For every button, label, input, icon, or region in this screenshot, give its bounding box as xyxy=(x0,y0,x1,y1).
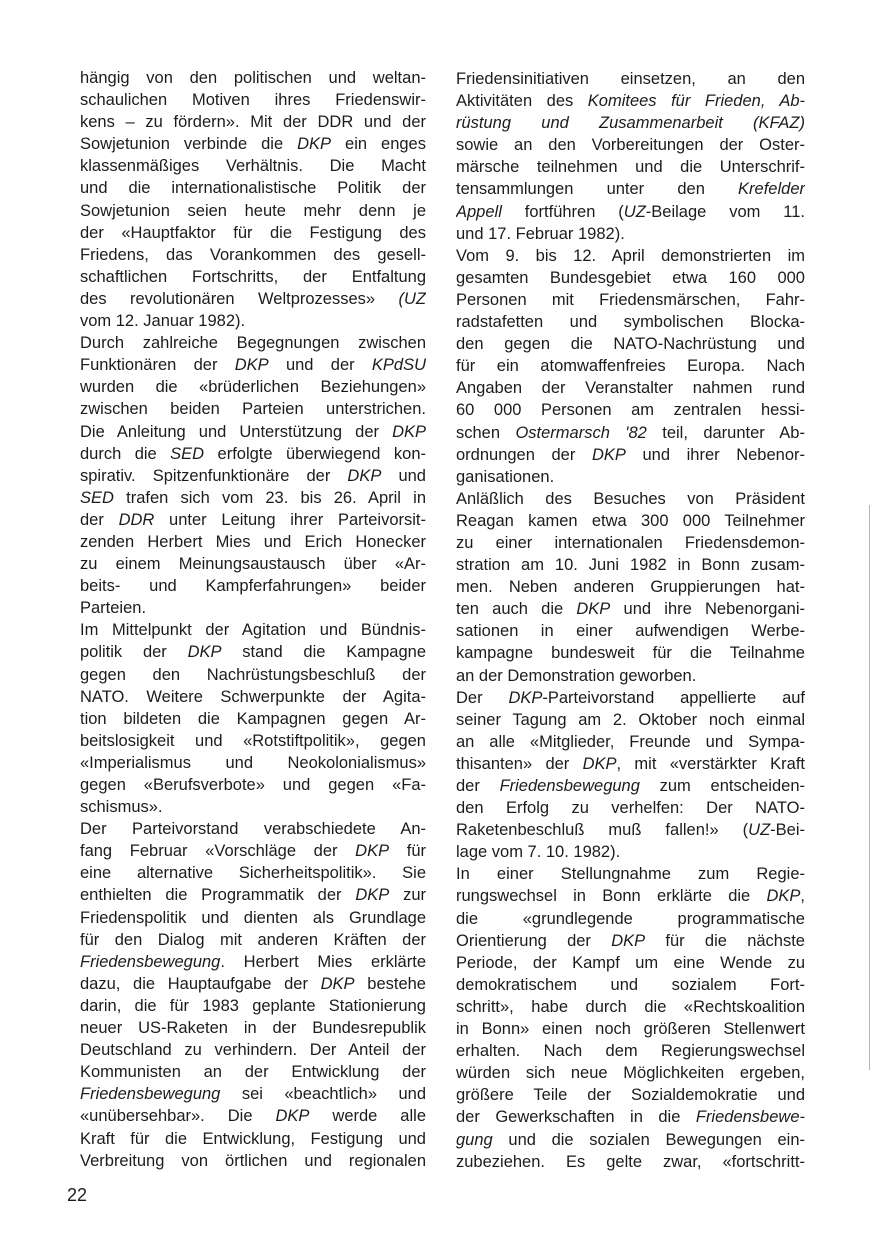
text-line xyxy=(80,398,426,420)
text-run: und xyxy=(381,466,426,485)
italic-text: DKP xyxy=(347,466,382,485)
text-run: Funktionären der xyxy=(80,356,235,375)
text-run: beits- und Kampferfahrungen» beider xyxy=(80,577,426,596)
text-line xyxy=(456,753,805,775)
text-line xyxy=(80,244,426,266)
text-line xyxy=(456,68,805,90)
text-line xyxy=(80,796,426,818)
text-line xyxy=(80,664,426,686)
paragraph xyxy=(456,245,805,488)
text-line xyxy=(80,443,426,465)
text-run: Deutschland zu verhindern. Der Anteil der xyxy=(80,1041,426,1060)
text-run: erfolgte überwiegend kon- xyxy=(204,444,426,463)
text-line xyxy=(456,665,805,687)
text-line xyxy=(456,156,805,178)
paragraph xyxy=(456,68,805,245)
text-line xyxy=(456,466,805,488)
text-run: 60 000 Personen am zentralen hessi- xyxy=(456,401,805,420)
text-run: NATO. Weitere Schwerpunkte der Agita- xyxy=(80,687,426,706)
text-run: Angaben der Veranstalter nahmen rund xyxy=(456,379,805,398)
text-line xyxy=(456,775,805,797)
text-line xyxy=(456,112,805,134)
text-run: zur xyxy=(389,886,426,905)
text-run: spirativ. Spitzenfunktionäre der xyxy=(80,466,348,485)
text-run: ganisationen. xyxy=(456,467,555,486)
text-line xyxy=(456,1018,805,1040)
text-line xyxy=(456,1062,805,1084)
paragraph xyxy=(80,67,426,332)
text-line xyxy=(80,840,426,862)
text-line xyxy=(456,863,805,885)
text-run: Kommunisten an der Entwicklung der xyxy=(80,1063,426,1082)
text-line xyxy=(456,377,805,399)
text-line xyxy=(80,177,426,199)
italic-text: Friedensbewe- xyxy=(695,1108,805,1127)
text-line xyxy=(456,797,805,819)
text-line xyxy=(80,862,426,884)
text-run: und 17. Februar 1982). xyxy=(456,224,625,243)
text-run: des revolutionären Weltprozesses» xyxy=(80,289,399,308)
text-run: trafen sich vom 23. bis 26. April in xyxy=(113,488,426,507)
text-line xyxy=(456,1151,805,1173)
text-line xyxy=(80,884,426,906)
text-run: Kraft für die Entwicklung, Festigung und xyxy=(80,1129,426,1148)
text-run: für den Dialog mit anderen Kräften der xyxy=(80,930,426,949)
text-run: an alle «Mitglieder, Freunde und Sympa- xyxy=(456,732,805,751)
text-run: Der xyxy=(456,688,509,707)
text-run: , mit «verstärkter Kraft xyxy=(616,754,805,773)
text-line xyxy=(80,531,426,553)
text-line xyxy=(456,289,805,311)
text-run: Verbreitung von örtlichen und regionalen xyxy=(80,1151,426,1170)
text-line xyxy=(80,1039,426,1061)
text-run: tion bildeten die Kampagnen gegen Ar- xyxy=(80,709,426,728)
text-run: der xyxy=(80,510,119,529)
text-run: ein enges xyxy=(331,135,426,154)
text-run: «Imperialismus und Neokolonialismus» xyxy=(80,753,426,772)
text-run: für xyxy=(389,842,426,861)
text-run: lage vom 7. 10. 1982). xyxy=(456,843,621,862)
text-run: tensammlungen unter den xyxy=(456,180,739,199)
text-line xyxy=(80,641,426,663)
paragraph xyxy=(80,619,426,818)
text-line xyxy=(80,465,426,487)
text-line xyxy=(80,222,426,244)
text-run: zum entscheiden- xyxy=(639,777,805,795)
paragraph xyxy=(80,818,426,1172)
text-line xyxy=(80,708,426,730)
text-line xyxy=(80,67,426,89)
text-run: die «grundlegende programmatische xyxy=(456,909,805,928)
text-line xyxy=(80,310,426,332)
text-line xyxy=(456,908,805,930)
text-line xyxy=(456,245,805,267)
text-run: dazu, die Hauptaufgabe der xyxy=(80,974,321,993)
text-line xyxy=(80,376,426,398)
text-run: und die sozialen Bewegungen ein- xyxy=(492,1130,805,1149)
text-run: schaftlichen Fortschritts, der Entfaltung xyxy=(80,267,426,286)
text-line xyxy=(80,111,426,133)
text-line xyxy=(456,510,805,532)
text-run: klassenmäßiges Verhältnis. Die Macht xyxy=(80,157,426,176)
text-run: stand die Kampagne xyxy=(221,643,426,662)
text-line xyxy=(80,1061,426,1083)
paragraph xyxy=(456,687,805,864)
text-run: , xyxy=(800,887,805,906)
text-run: für ein atomwaffenfreies Europa. Nach xyxy=(456,357,805,376)
text-run: gesamten Bundesgebiet etwa 160 000 xyxy=(456,268,805,287)
text-line xyxy=(80,929,426,951)
text-line xyxy=(80,907,426,929)
text-run: größere Teile der Sozialdemokratie und xyxy=(456,1086,805,1105)
text-line xyxy=(80,1128,426,1150)
text-line xyxy=(456,1040,805,1062)
text-run: Vom 9. bis 12. April demonstrierten im xyxy=(456,246,805,265)
text-run: der «Hauptfaktor für die Festigung des xyxy=(80,223,426,242)
paragraph xyxy=(80,332,426,619)
text-line xyxy=(80,1083,426,1105)
text-run: stration am 10. Juni 1982 in Bonn zusam- xyxy=(456,556,805,575)
text-line xyxy=(80,553,426,575)
text-run: schismus». xyxy=(80,798,163,817)
text-run: ten auch die xyxy=(456,600,577,619)
text-line xyxy=(456,952,805,974)
text-run: schen xyxy=(456,423,516,442)
italic-text: Friedensbewegung xyxy=(80,1085,221,1104)
text-run: werde alle xyxy=(309,1107,426,1126)
text-run: in Bonn» einen noch größeren Stellenwert xyxy=(456,1020,805,1039)
text-line xyxy=(80,597,426,619)
text-line xyxy=(456,687,805,709)
text-run: Friedenspolitik und dienten als Grundlage xyxy=(80,908,426,927)
text-run: Personen mit Friedensmärschen, Fahr- xyxy=(456,290,805,309)
text-run: sowie an den Vorbereitungen der Oster- xyxy=(456,136,805,155)
paragraph xyxy=(456,863,805,1172)
text-line xyxy=(80,730,426,752)
text-line xyxy=(456,1084,805,1106)
text-line xyxy=(80,1017,426,1039)
text-line xyxy=(80,487,426,509)
text-line xyxy=(80,995,426,1017)
text-line xyxy=(456,642,805,664)
text-line xyxy=(456,444,805,466)
text-run: neuer US-Raketen in der Bundesrepublik xyxy=(80,1019,426,1038)
text-run: der Gewerkschaften in die xyxy=(456,1108,696,1127)
text-run: zu einer internationalen Friedensdemon- xyxy=(456,533,805,552)
text-line xyxy=(456,731,805,753)
text-run: -Beilage vom 11. xyxy=(645,202,805,221)
italic-text: DKP xyxy=(582,754,617,773)
text-line xyxy=(80,818,426,840)
text-run: Der Parteivorstand verabschiedete An- xyxy=(80,820,426,839)
text-run: darin, die für 1983 geplante Stationierung xyxy=(80,996,426,1015)
text-run: zenden Herbert Mies und Erich Honecker xyxy=(80,532,426,551)
italic-text: DKP xyxy=(355,886,390,905)
text-run: schritt», habe durch die «Rechtskoalition xyxy=(456,997,805,1016)
text-run: gegen den Nachrüstungsbeschluß der xyxy=(80,665,426,684)
italic-text: Ostermarsch '82 xyxy=(515,423,647,442)
text-run: an der Demonstration geworben. xyxy=(456,666,697,685)
text-line xyxy=(456,576,805,598)
text-line xyxy=(80,619,426,641)
text-line xyxy=(456,333,805,355)
text-run: der xyxy=(456,777,500,795)
text-run: Sowjetunion verbinde die xyxy=(80,135,298,154)
text-line xyxy=(456,598,805,620)
text-run: Orientierung der xyxy=(456,931,612,950)
text-line xyxy=(80,752,426,774)
italic-text: SED xyxy=(170,444,205,463)
italic-text: DKP xyxy=(611,931,646,950)
text-run: hängig von den politischen und weltan- xyxy=(80,69,426,87)
text-line xyxy=(456,532,805,554)
italic-text: (UZ xyxy=(398,289,426,308)
text-run: demokratischem und sozialem Fort- xyxy=(456,975,805,994)
text-run: den gegen die NATO-Nachrüstung und xyxy=(456,335,805,354)
italic-text: Friedensbewegung xyxy=(499,777,640,795)
text-line xyxy=(456,620,805,642)
text-line xyxy=(456,1106,805,1128)
text-line xyxy=(456,841,805,863)
italic-text: UZ xyxy=(748,821,771,840)
text-line xyxy=(456,422,805,444)
text-run: erhalten. Nach dem Regierungswechsel xyxy=(456,1042,805,1061)
italic-text: DDR xyxy=(118,510,155,529)
italic-text: Friedensbewegung xyxy=(80,952,221,971)
text-line xyxy=(456,311,805,333)
text-line xyxy=(80,354,426,376)
text-line xyxy=(80,774,426,796)
text-line xyxy=(80,509,426,531)
text-run: fang Februar «Vorschläge der xyxy=(80,842,356,861)
text-run: Parteien. xyxy=(80,599,147,618)
text-run: teil, darunter Ab- xyxy=(646,423,805,442)
text-line xyxy=(456,488,805,510)
text-run: bestehe xyxy=(354,974,426,993)
text-line xyxy=(456,178,805,200)
italic-text: rüstung und Zusammenarbeit (KFAZ) xyxy=(456,114,805,133)
text-line xyxy=(80,1105,426,1127)
text-line xyxy=(456,399,805,421)
text-run: Anläßlich des Besuches von Präsident xyxy=(456,489,805,508)
italic-text: DKP xyxy=(275,1107,310,1126)
text-run: -Bei- xyxy=(770,821,805,840)
text-run: enthielten die Programmatik der xyxy=(80,886,356,905)
text-run: und ihrer Nebenor- xyxy=(625,445,805,464)
left-column xyxy=(80,67,426,1172)
text-line xyxy=(80,1150,426,1172)
text-run: zubeziehen. Es gelte zwar, «fortschritt- xyxy=(456,1152,805,1171)
text-run: -Parteivorstand appellierte auf xyxy=(542,688,805,707)
text-line xyxy=(456,996,805,1018)
italic-text: DKP xyxy=(766,887,801,906)
italic-text: Krefelder xyxy=(738,180,805,199)
italic-text: Appell xyxy=(456,202,502,221)
italic-text: SED xyxy=(80,488,114,507)
text-line xyxy=(456,355,805,377)
text-line xyxy=(456,709,805,731)
text-run: sationen in einer aufwendigen Werbe- xyxy=(456,622,805,641)
italic-text: gung xyxy=(456,1130,493,1149)
text-run: vom 12. Januar 1982). xyxy=(80,312,246,331)
text-run: Reagan kamen etwa 300 000 Teilnehmer xyxy=(456,511,805,530)
text-run: radstafetten und symbolischen Blocka- xyxy=(456,313,805,332)
text-line xyxy=(80,89,426,111)
text-run: Die Anleitung und Unterstützung der xyxy=(80,422,393,441)
text-run: kens – zu fördern». Mit der DDR und der xyxy=(80,113,426,132)
page-number: 22 xyxy=(67,1185,88,1205)
text-line xyxy=(456,223,805,245)
text-run: Friedens, das Vorankommen des gesell- xyxy=(80,245,426,264)
text-run: zu einem Meinungsaustausch über «Ar- xyxy=(80,555,426,574)
text-run: Sowjetunion seien heute mehr denn je xyxy=(80,201,426,220)
text-run: schaulichen Motiven ihres Friedenswir- xyxy=(80,91,426,110)
text-line xyxy=(80,575,426,597)
text-run: eine alternative Sicherheitspolitik». Sie xyxy=(80,864,426,883)
text-line xyxy=(80,266,426,288)
italic-text: DKP xyxy=(508,688,543,707)
text-run: wurden die «brüderlichen Beziehungen» xyxy=(80,378,426,397)
text-line xyxy=(456,1129,805,1151)
text-run: zwischen beiden Parteien unterstrichen. xyxy=(80,400,426,419)
italic-text: KPdSU xyxy=(371,356,426,375)
italic-text: UZ xyxy=(623,202,646,221)
text-run: würden sich neue Möglichkeiten ergeben, xyxy=(456,1064,805,1083)
text-run: Im Mittelpunkt der Agitation und Bündnis- xyxy=(80,621,426,640)
italic-text: Komitees für Frieden, Ab- xyxy=(587,92,805,111)
italic-text: DKP xyxy=(297,135,332,154)
scan-edge-line xyxy=(869,505,870,1070)
text-run: und die internationalistische Politik der xyxy=(80,179,426,198)
text-run: politik der xyxy=(80,643,188,662)
text-line xyxy=(80,686,426,708)
text-run: . Herbert Mies erklärte xyxy=(220,952,426,971)
text-run: gegen «Berufsverbote» und gegen «Fa- xyxy=(80,776,426,794)
italic-text: DKP xyxy=(234,356,269,375)
text-run: den Erfolg zu verhelfen: Der NATO- xyxy=(456,799,805,818)
text-run: Periode, der Kampf um eine Wende zu xyxy=(456,953,805,972)
text-run: sei «beachtlich» und xyxy=(220,1085,426,1104)
italic-text: DKP xyxy=(320,974,355,993)
text-run: Raketenbeschluß muß fallen!» ( xyxy=(456,821,749,840)
italic-text: DKP xyxy=(392,422,426,441)
text-line xyxy=(456,90,805,112)
text-line xyxy=(80,288,426,310)
italic-text: DKP xyxy=(576,600,611,619)
text-line xyxy=(456,819,805,841)
text-line xyxy=(80,421,426,443)
text-run: men. Neben anderen Gruppierungen hat- xyxy=(456,578,805,597)
text-line xyxy=(80,973,426,995)
text-line xyxy=(80,200,426,222)
text-line xyxy=(456,554,805,576)
text-line xyxy=(456,134,805,156)
text-line xyxy=(80,951,426,973)
text-line xyxy=(80,332,426,354)
text-line xyxy=(456,885,805,907)
text-run: seiner Tagung am 2. Oktober noch einmal xyxy=(456,710,805,729)
text-line xyxy=(80,155,426,177)
text-run: Friedensinitiativen einsetzen, an den xyxy=(456,70,805,88)
text-run: unter Leitung ihrer Parteivorsit- xyxy=(154,510,426,529)
italic-text: DKP xyxy=(355,842,390,861)
right-column xyxy=(456,68,805,1173)
text-run: und der xyxy=(268,356,372,375)
text-run: beitslosigkeit und «Rotstiftpolitik», gegen xyxy=(80,731,426,750)
text-run: für die nächste xyxy=(645,931,805,950)
text-run: «unübersehbar». Die xyxy=(80,1107,276,1126)
italic-text: DKP xyxy=(591,445,626,464)
text-run: ordnungen der xyxy=(456,445,592,464)
text-run: rungswechsel in Bonn erklärte die xyxy=(456,887,767,906)
paragraph xyxy=(456,488,805,687)
text-run: durch die xyxy=(80,444,171,463)
text-run: und ihre Nebenorgani- xyxy=(610,600,805,619)
text-run: In einer Stellungnahme zum Regie- xyxy=(456,865,805,884)
text-run: kampagne bundesweit für die Teilnahme xyxy=(456,644,805,663)
text-line xyxy=(456,201,805,223)
text-line xyxy=(456,930,805,952)
text-run: Aktivitäten des xyxy=(456,92,588,111)
text-run: märsche teilnehmen und die Unterschrif- xyxy=(456,158,805,177)
italic-text: DKP xyxy=(187,643,222,662)
text-line xyxy=(456,267,805,289)
text-run: fortführen ( xyxy=(501,202,624,221)
text-run: Durch zahlreiche Begegnungen zwischen xyxy=(80,334,426,353)
text-line xyxy=(80,133,426,155)
text-line xyxy=(456,974,805,996)
text-run: thisanten» der xyxy=(456,754,583,773)
